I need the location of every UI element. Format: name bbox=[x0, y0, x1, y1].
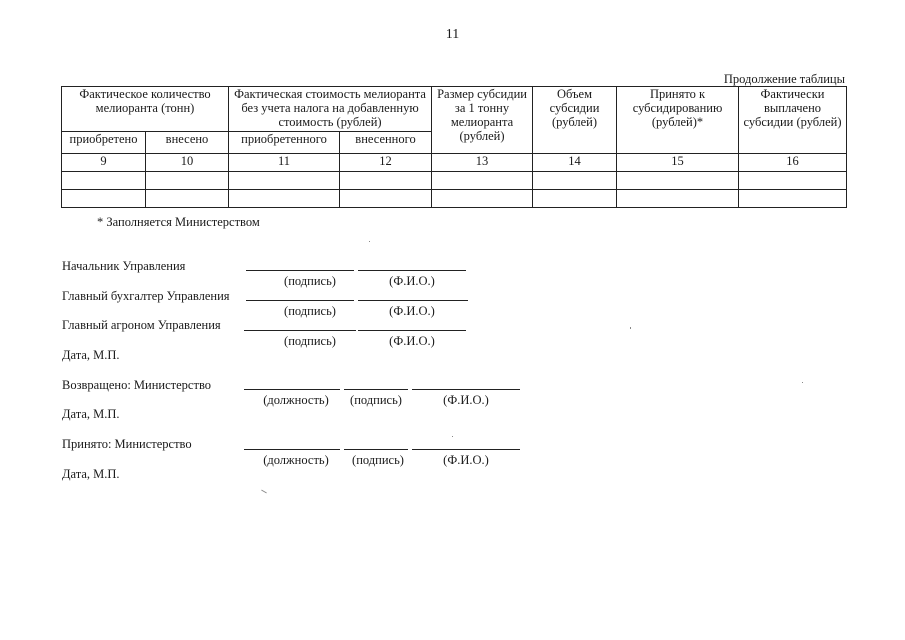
header-cost-group: Фактическая стоимость мелиоранта без учета налога на добавленную стоимость (рублей) bbox=[229, 87, 432, 132]
column-number: 14 bbox=[533, 154, 617, 172]
position-caption: (должность) bbox=[263, 453, 329, 467]
header-paid: Фактически выплачено субсидии (рублей) bbox=[739, 87, 847, 154]
accepted-ministry-label: Принято: Министерство bbox=[62, 437, 192, 451]
header-quantity-applied: внесено bbox=[146, 132, 229, 154]
name-line bbox=[358, 270, 466, 271]
empty-table-row bbox=[62, 172, 847, 190]
header-subsidy-rate: Размер субсидии за 1 тонну мелиоранта (рублей) bbox=[432, 87, 533, 154]
header-subsidy-volume: Объем субсидии (рублей) bbox=[533, 87, 617, 154]
head-of-department-label: Начальник Управления bbox=[62, 259, 186, 273]
name-line bbox=[358, 330, 466, 331]
header-quantity-purchased: приобретено bbox=[62, 132, 146, 154]
name-line bbox=[412, 449, 520, 450]
chief-accountant-label: Главный бухгалтер Управления bbox=[62, 289, 230, 303]
column-number: 9 bbox=[62, 154, 146, 172]
column-number: 12 bbox=[340, 154, 432, 172]
signature-caption: (подпись) bbox=[284, 274, 336, 288]
signature-line bbox=[244, 330, 356, 331]
scan-speck bbox=[452, 436, 453, 437]
name-caption: (Ф.И.О.) bbox=[389, 334, 435, 348]
column-number: 10 bbox=[146, 154, 229, 172]
table-continuation-label: Продолжение таблицы bbox=[723, 72, 845, 86]
column-number: 13 bbox=[432, 154, 533, 172]
date-stamp-label: Дата, М.П. bbox=[62, 348, 120, 362]
position-line bbox=[244, 389, 340, 390]
empty-table-row bbox=[62, 190, 847, 208]
signature-line bbox=[344, 389, 408, 390]
signature-line bbox=[246, 300, 354, 301]
date-stamp-label: Дата, М.П. bbox=[62, 467, 120, 481]
signature-caption: (подпись) bbox=[352, 453, 404, 467]
name-caption: (Ф.И.О.) bbox=[443, 393, 489, 407]
position-line bbox=[244, 449, 340, 450]
header-cost-purchased: приобретенного bbox=[229, 132, 340, 154]
signature-caption: (подпись) bbox=[350, 393, 402, 407]
scan-speck bbox=[802, 382, 803, 383]
scan-speck bbox=[261, 490, 267, 494]
returned-ministry-label: Возвращено: Министерство bbox=[62, 378, 212, 392]
column-number: 16 bbox=[739, 154, 847, 172]
name-caption: (Ф.И.О.) bbox=[389, 304, 435, 318]
position-caption: (должность) bbox=[263, 393, 329, 407]
column-number-row bbox=[62, 154, 847, 172]
scan-speck bbox=[369, 241, 370, 242]
header-quantity-group: Фактическое количество мелиоранта (тонн) bbox=[62, 87, 229, 132]
name-caption: (Ф.И.О.) bbox=[443, 453, 489, 467]
subsidy-table bbox=[61, 86, 847, 208]
signature-caption: (подпись) bbox=[284, 334, 336, 348]
header-accepted: Принято к субсидированию (рублей)* bbox=[617, 87, 739, 154]
name-line bbox=[358, 300, 468, 301]
name-caption: (Ф.И.О.) bbox=[389, 274, 435, 288]
header-cost-applied: внесенного bbox=[340, 132, 432, 154]
chief-agronomist-label: Главный агроном Управления bbox=[62, 318, 221, 332]
signature-caption: (подпись) bbox=[284, 304, 336, 318]
scan-speck bbox=[630, 327, 631, 329]
date-stamp-label: Дата, М.П. bbox=[62, 407, 120, 421]
signature-line bbox=[344, 449, 408, 450]
column-number: 15 bbox=[617, 154, 739, 172]
signature-line bbox=[246, 270, 354, 271]
footnote: * Заполняется Министерством bbox=[97, 215, 260, 229]
page-number: 11 bbox=[445, 27, 460, 42]
name-line bbox=[412, 389, 520, 390]
column-number: 11 bbox=[229, 154, 340, 172]
